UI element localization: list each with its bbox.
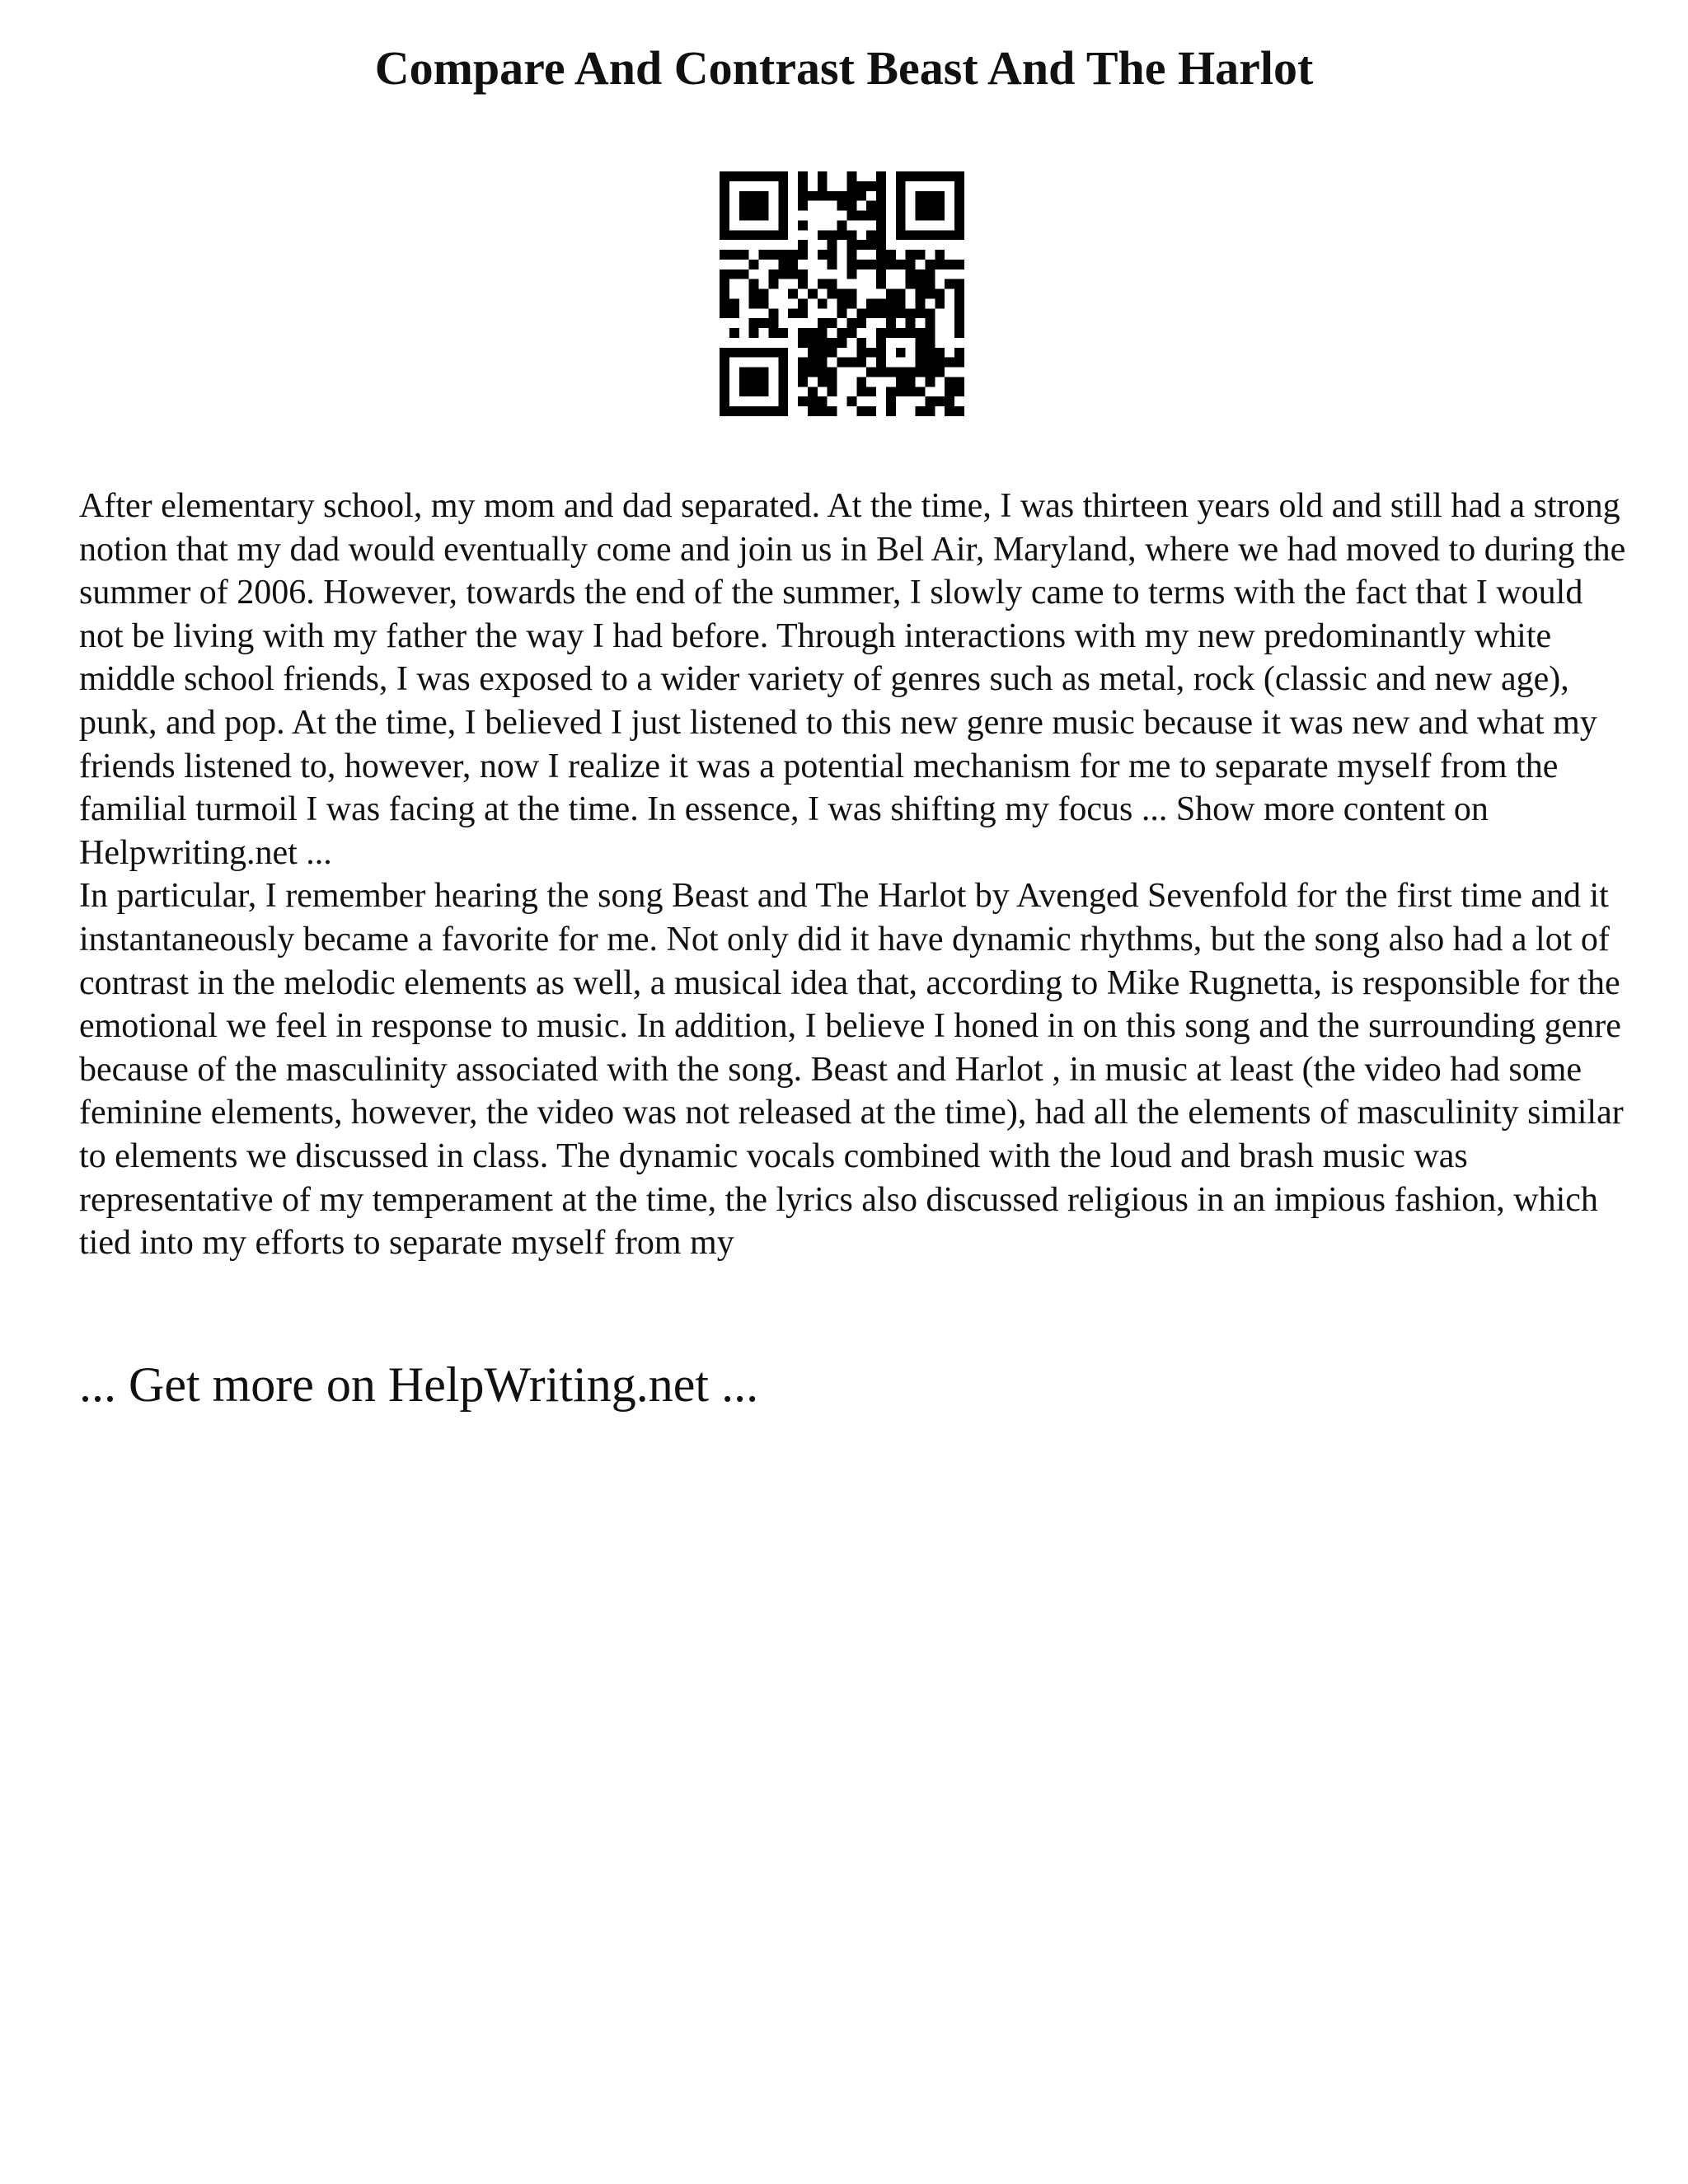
get-more-link[interactable]: ... Get more on HelpWriting.net ... [79,1357,759,1412]
paragraph-1: After elementary school, my mom and dad separated. At the time, I was thirteen years old and still had a strong notion that my dad would eventually come and join us in Bel Air, Maryland, where we had moved to during the summer of 2006. However, towards the end of the summer, I slowly came to terms with the fact that I would not be living with my father the way I had before. Through interactions with my new predominantly white middle school friends, I was exposed to a wider variety of genres such as metal, rock (classic and new age), punk, and pop. At the time, I believed I just listened to this new genre music because it was new and what my friends listened to, however, now I realize it was a potential mechanism for me to separate myself from the familial turmoil I was facing at the time. In essence, I was shifting my focus ... Show more content on Helpwriting.net ... [79,487,1626,872]
page-title: Compare And Contrast Beast And The Harlot [374,41,1314,95]
paragraph-2: In particular, I remember hearing the song Beast and The Harlot by Avenged Sevenfold for the first time and it instantaneously became a favorite for me. Not only did it have dynamic rhythms, but the song also had a lot of contrast in the melodic elements as well, a musical idea that, according to Mike Rugnetta, is responsible for the emotional we feel in response to music. In addition, I believe I honed in on this song and the surrounding genre because of the masculinity associated with the song. Beast and Harlot , in music at least (the video had some feminine elements, however, the video was not released at the time), had all the elements of masculinity similar to elements we discussed in class. The dynamic vocals combined with the loud and brash music was representative of my temperament at the time, the lyrics also discussed religious in an impious fashion, which tied into my efforts to separate myself from my [79,877,1624,1263]
qr-code-icon [720,171,964,416]
article-body [79,485,1629,1265]
qr-code-graphic [720,171,964,416]
